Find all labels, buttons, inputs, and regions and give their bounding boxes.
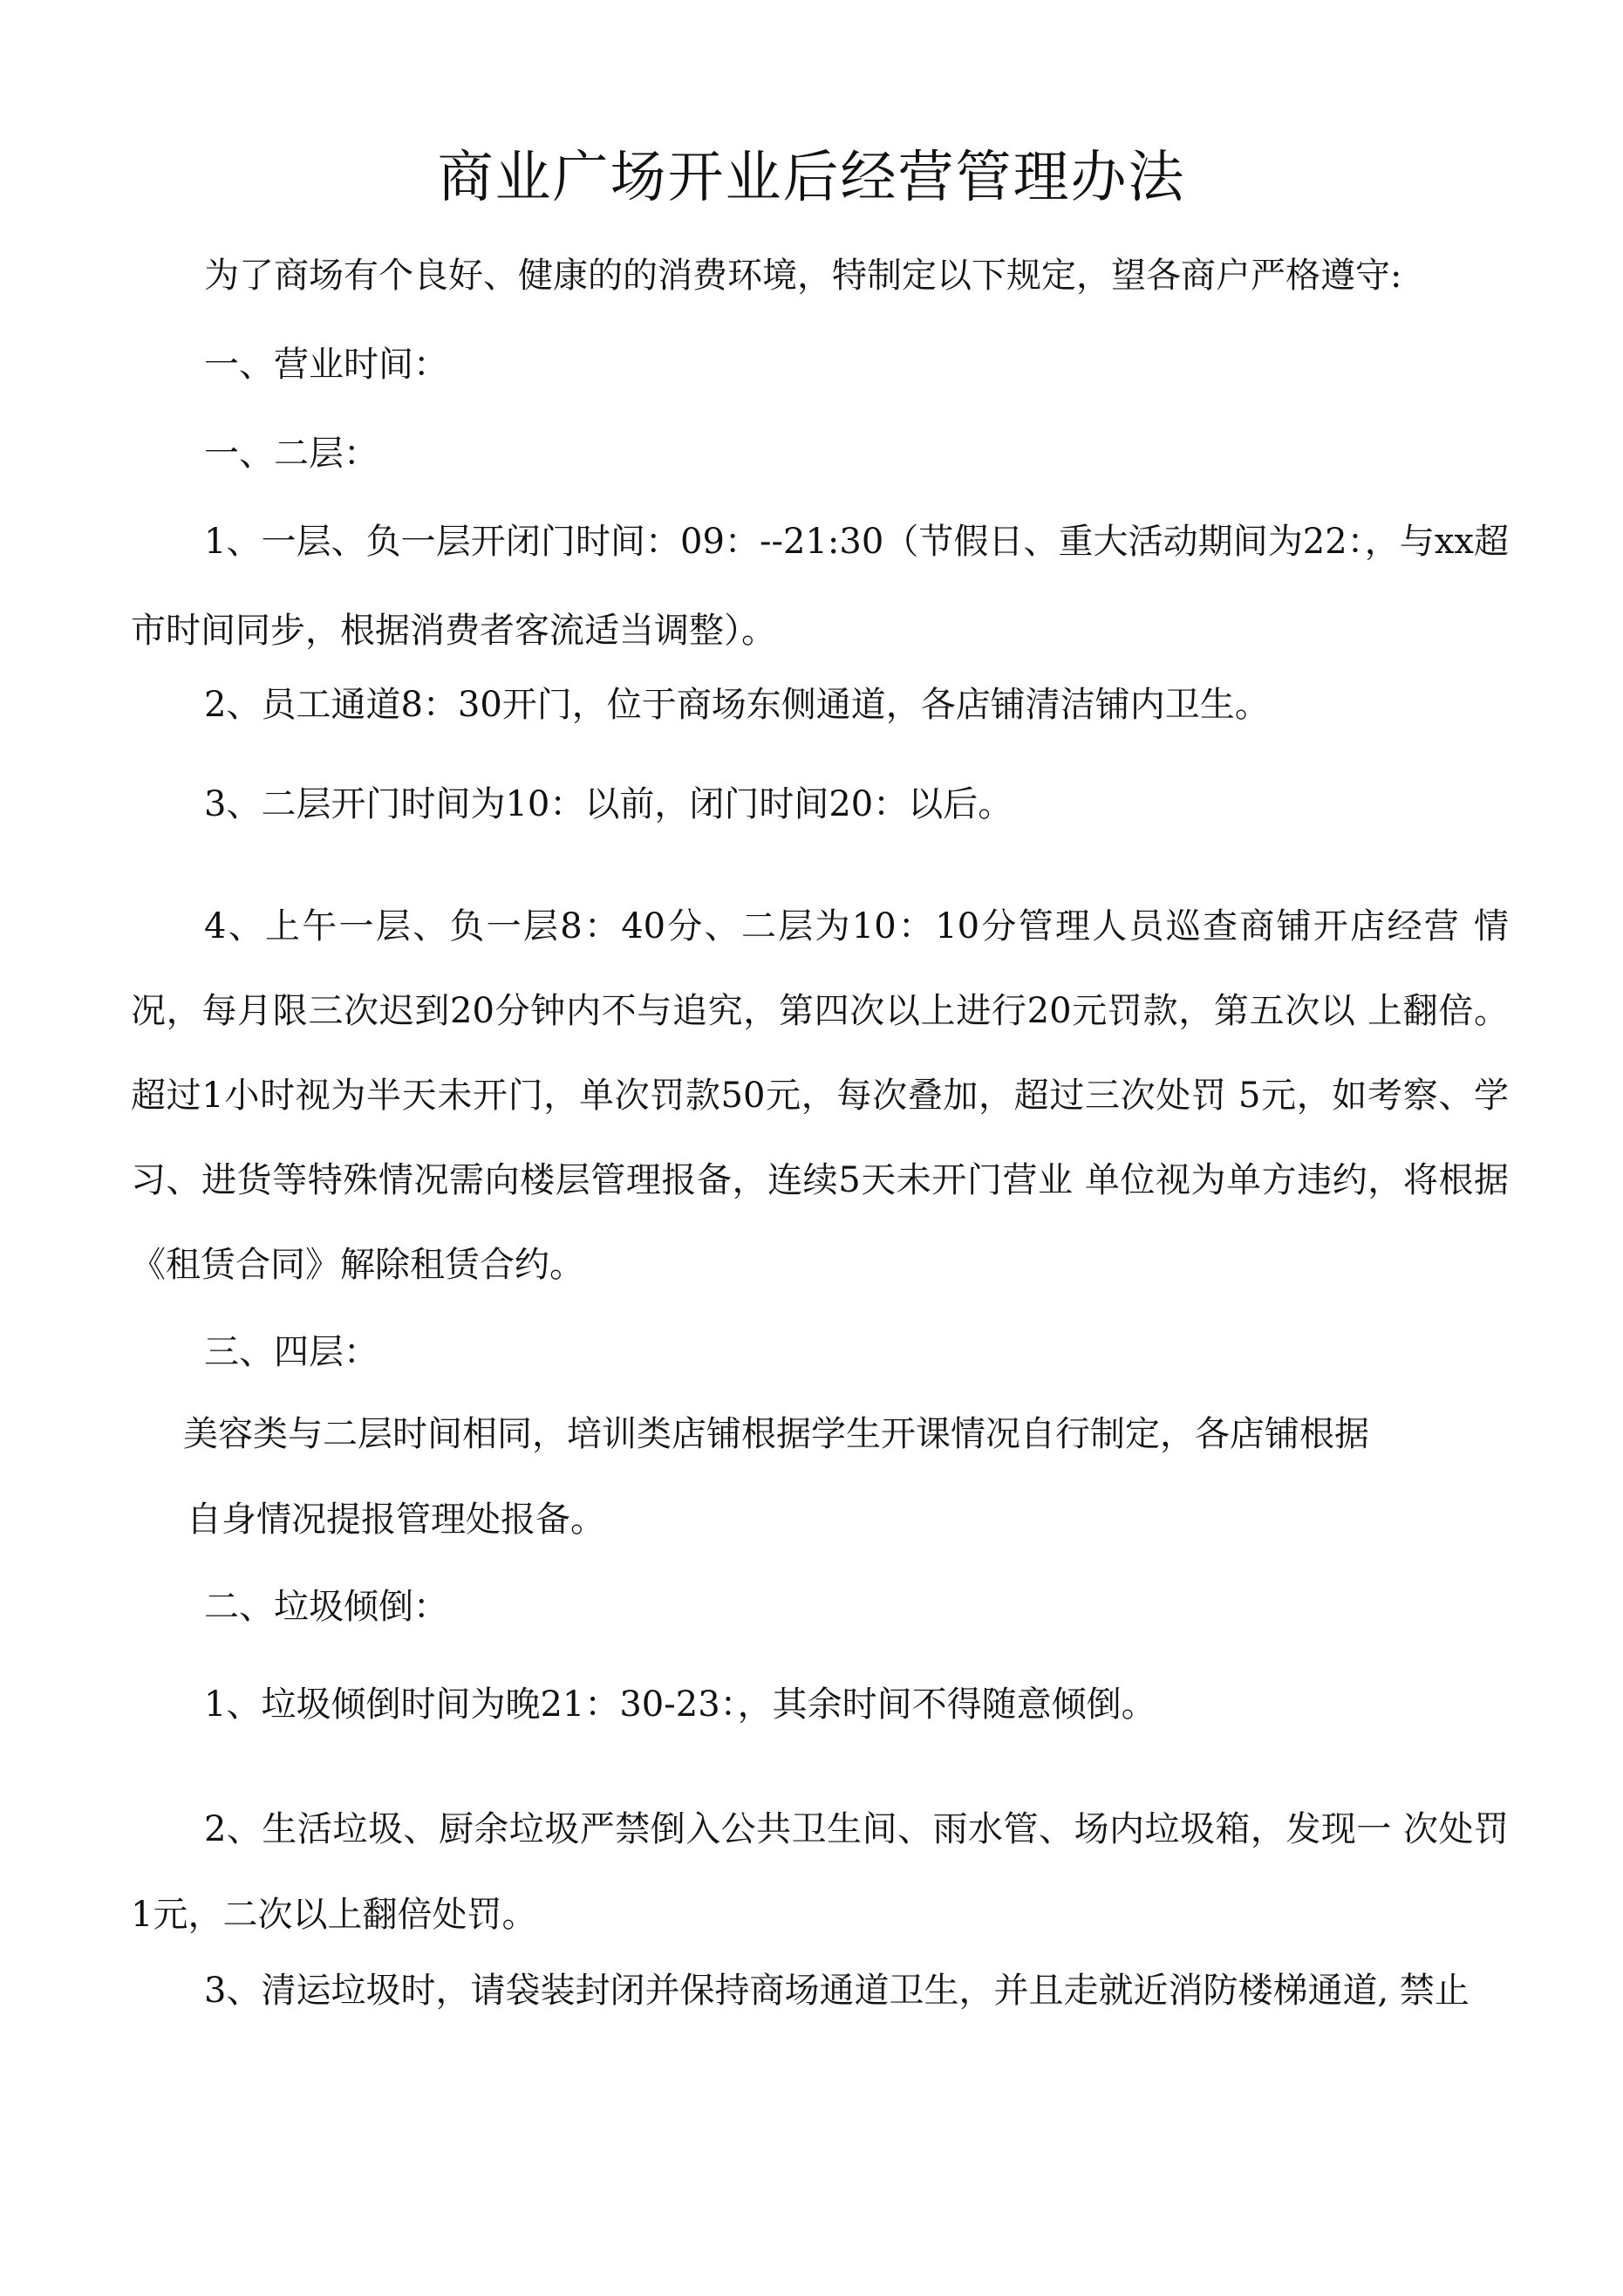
section-heading-business-hours: 一、营业时间： <box>204 345 448 385</box>
floors-3-4-line-1: 美容类与二层时间相同，培训类店铺根据学生开课情况自行制定，各店铺根据 <box>183 1414 1369 1454</box>
floors-3-4-line-2: 自身情况提报管理处报备。 <box>187 1500 605 1540</box>
intro-paragraph: 为了商场有个良好、健康的的消费环境，特制定以下规定，望各商户严格遵守: <box>204 256 1402 296</box>
document-title: 商业广场开业后经营管理办法 <box>437 146 1186 210</box>
item-4-inspection-penalties: 4、上午一层、负一层8：40分、二层为10：10分管理人员巡查商铺开店经营 情况，每月限三次迟到20分钟内不与追究，第四次以上进行20元罚款，第五次以 上翻倍。超过1小时视为半天未开门，单次罚款50元，每次叠加，超过三次处罚 5元，如考察、学习、进货等特殊情况需向楼层管理报备，连续5天未开门营业 单位视为单方违约，将根据《租赁合同》解除租赁合约。 <box>131 906 1509 1285</box>
subheading-floors-1-2: 一、二层： <box>204 434 378 474</box>
subheading-floors-3-4: 三、四层： <box>204 1332 378 1372</box>
garbage-item-2: 2、生活垃圾、厨余垃圾严禁倒入公共卫生间、雨水管、场内垃圾箱，发现一 次处罚1元，二次以上翻倍处罚。 <box>131 1809 1509 1935</box>
garbage-item-1: 1、垃圾倾倒时间为晚21：30-23：，其余时间不得随意倾倒。 <box>204 1684 1156 1725</box>
item-3-second-floor-hours: 3、二层开门时间为10：以前，闭门时间20：以后。 <box>204 784 1013 824</box>
item-2-staff-channel: 2、员工通道8：30开门，位于商场东侧通道，各店铺清洁铺内卫生。 <box>204 685 1270 725</box>
item-1-opening-hours: 1、一层、负一层开闭门时间：09：--21:30（节假日、重大活动期间为22：，与xx超市时间同步，根据消费者客流适当调整）。 <box>131 522 1509 651</box>
garbage-item-3: 3、清运垃圾时，请袋装封闭并保持商场通道卫生，并且走就近消防楼梯通道, 禁止 <box>204 1971 1470 2011</box>
section-heading-garbage: 二、垃圾倾倒： <box>204 1587 448 1627</box>
